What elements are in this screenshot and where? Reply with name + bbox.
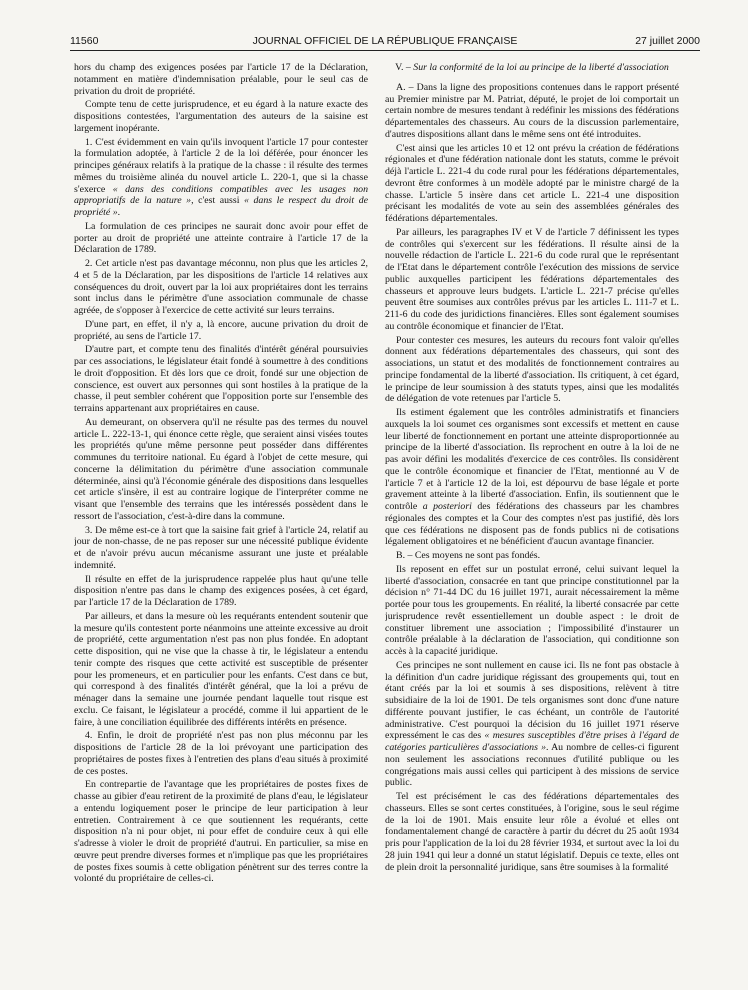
paragraph: La formulation de ces principes ne saurait donc avoir pour effet de porter au droit de propriété une atteinte contraire à l'article 17 de la Déclaration de 1789. [74, 220, 368, 256]
text-run: des fédérations des chasseurs par les chambres régionales des comptes et la Cour des comptes n'est pas justifié, dès lors que ces fédérations ne disposent pas de fonds publics ni de cotisations légalement obligatoires et ne bénéficient d'aucun avantage financier. [385, 501, 679, 548]
paragraph: 3. De même est-ce à tort que la saisine fait grief à l'article 24, relatif au jour de non-chasse, de ne pas reposer sur une nécessité publique évidente et de n'avoir prévu aucun mécanisme assurant une juste et préalable indemnité. [74, 524, 368, 571]
paragraph: hors du champ des exigences posées par l'article 17 de la Déclaration, notamment en matière d'indemnisation préalable, pour le seul cas de privation du droit de propriété. [74, 62, 368, 97]
paragraph: Il résulte en effet de la jurisprudence rappelée plus haut qu'une telle disposition n'entre pas dans le champ des exigences posées, à cet égard, par l'article 17 de la Déclaration de 1789. [74, 573, 368, 608]
text-run: Ils estiment également que les contrôles administratifs et financiers auxquels la loi soumet ces organismes sont excessifs et mettent en cause leur liberté de fonctionnement en portant une atteinte disproportionnée au principe de la liberté d'association. Ils reprochent en outre à la loi de ne pas avoir défini les modalités d'exercice de ces contrôles. Ils considèrent que le contrôle économique et financier de l'Etat, mentionné au V de l'article 7 et à l'article 12 de la loi, est dépourvu de base légale et porte gravement atteinte à la liberté d'association. Enfin, ils soutiennent que le contrôle [385, 407, 679, 512]
paragraph [385, 407, 679, 548]
section-number: V. – [395, 62, 414, 73]
text-run: Ces principes ne sont nullement en cause ici. Ils ne font pas obstacle à la définition d'un cadre juridique régissant des groupements qui, tout en étant créés par la loi et soumis à ses dispositions, relèvent à titre subsidiaire de la loi de 1901. De tels organismes sont donc d'une nature différente pouvant justifier, le cas échéant, un contrôle de l'autorité administrative. C'est pourquoi la décision du 16 juillet 1971 réserve expressément le cas des [385, 659, 679, 742]
section-title: Sur la conformité de la loi au principe de la liberté d'association [413, 62, 669, 73]
right-column [385, 62, 679, 980]
text-run: . Au nombre de celles-ci figurent non seulement les associations reconnues d'utilité publique ou les congrégations mais aussi celles qui participent à des missions de service public. [385, 742, 679, 789]
paragraph: D'une part, en effet, il n'y a, là encore, aucune privation du droit de propriété, au sens de l'article 17. [74, 318, 368, 342]
page-number: 11560 [70, 35, 99, 47]
page-header [70, 33, 700, 49]
text-run: , c'est aussi [191, 195, 245, 207]
paragraph: Pour contester ces mesures, les auteurs du recours font valoir qu'elles donnent aux fédérations départementales des chasseurs, qui sont des associations, un statut et des modalités de fonctionnement contraires au principe fondamental de la liberté d'association. Ils critiquent, à cet égard, le principe de leur soumission à des statuts types, ainsi que les modalités de délégation de vote retenues par l'article 5. [385, 334, 679, 405]
journal-title: JOURNAL OFFICIEL DE LA RÉPUBLIQUE FRANÇAISE [252, 35, 518, 47]
section-heading [385, 62, 679, 74]
italic-quote: « dans des conditions compatibles avec les usages non appropriatifs de la nature » [74, 183, 368, 207]
paragraph: 2. Cet article n'est pas davantage méconnu, non plus que les articles 2, 4 et 5 de la Déclaration, par les dispositions de l'article 14 relatives aux conséquences du droit, ouvert par la loi aux propriétaires dont les terrains sont inclus dans le périmètre d'une association communale de chasse agréée, de s'opposer à l'exercice de cette activité sur leurs terrains. [74, 258, 368, 316]
text-run: 1. C'est évidemment en vain qu'ils invoquent l'article 17 pour contester la formulation adoptée, à l'article 2 de la loi déférée, pour énoncer les principes généraux relatifs à la pratique de la chasse : il résulte des termes mêmes du troisième alinéa du nouvel article L. 220-1, que si la chasse s'exerce [74, 136, 368, 195]
paragraph: En contrepartie de l'avantage que les propriétaires de postes fixes de chasse au gibier d'eau retirent de la proximité de plans d'eau, le législateur a entendu logiquement poser le principe de leur participation à leur entretien. Contrairement à ce que soutiennent les requérants, cette disposition n'a ni pour objet, ni pour effet de conduire ceux à qui elle s'adresse à violer le droit de propriété d'autrui. En particulier, sa mise en œuvre peut prendre diverses formes et n'implique pas que les propriétaires de postes fixes soumis à cette obligation pénètrent sur des terres contre la volonté du propriétaire de celles-ci. [74, 779, 368, 885]
paragraph: C'est ainsi que les articles 10 et 12 ont prévu la création de fédérations régionales et d'une fédération nationale dont les statuts, comme le prévoit déjà l'article L. 221-4 du code rural pour les fédérations départementales, devront être conformes à un modèle adopté par le ministre chargé de la chasse. L'article 5 insère dans cet article L. 221-4 une disposition précisant les modalités de vote au sein des assemblées générales des fédérations départementales. [385, 142, 679, 224]
paragraph: D'autre part, et compte tenu des finalités d'intérêt général poursuivies par ces associations, le législateur était fondé à soumettre à des conditions le droit d'opposition. Et dès lors que ce droit, fondé sur une objection de conscience, est ouvert aux personnes qui sont hostiles à la pratique de la chasse, il peut sembler cohérent que l'opposition porte sur l'ensemble des terrains appartenant aux propriétaires en cause. [74, 344, 368, 414]
paragraph: Ils reposent en effet sur un postulat erroné, celui suivant lequel la liberté d'association, consacrée en tant que principe constitutionnel par la décision n° 71-44 DC du 16 juillet 1971, aurait nécessairement la même portée pour tous les groupements. En réalité, la liberté consacrée par cette jurisprudence revêt essentiellement un double aspect : le droit de constituer librement une association ; l'impossibilité d'instaurer un contrôle préalable à la déclaration de l'association, qui conditionne son accès à la capacité juridique. [385, 563, 679, 657]
italic-quote: « mesures susceptibles d'être prises à l'égard de catégories particulières d'associations » [385, 730, 679, 753]
paragraph: Tel est précisément le cas des fédérations départementales des chasseurs. Elles se sont certes constituées, à l'origine, sous le seul régime de la loi de 1901. Mais ensuite leur rôle a évolué et elles ont fondamentalement changé de caractère à partir du décret du 25 août 1934 pris pour l'application de la loi du 28 février 1934, et surtout avec la loi du 28 juin 1941 qui leur a donné un statut législatif. Depuis ce texte, elles ont de plein droit la personnalité juridique, sans être soumises à la formalité [385, 791, 679, 873]
paragraph: A. – Dans la ligne des propositions contenues dans le rapport présenté au Premier ministre par M. Patriat, député, le projet de loi comportait un certain nombre de mesures tendant à redéfinir les missions des fédérations départementales des chasseurs. Au cours de la discussion parlementaire, d'autres dispositions allant dans le même sens ont été introduites. [385, 81, 679, 140]
left-column [74, 62, 368, 980]
paragraph: Par ailleurs, les paragraphes IV et V de l'article 7 définissent les types de contrôles qui s'exercent sur les fédérations. Il résulte ainsi de la nouvelle rédaction de l'article L. 221-6 du code rural que le représentant de l'Etat dans le département contrôle l'exécution des missions de service public auxquelles participent les fédérations départementales des chasseurs et approuve leurs budgets. L'article L. 221-7 précise qu'elles peuvent être soumises aux contrôles prévus par les articles L. 111-7 et L. 211-6 du code des juridictions financières. Elles sont également soumises au contrôle économique et financier de l'Etat. [385, 226, 679, 332]
paragraph: B. – Ces moyens ne sont pas fondés. [396, 550, 541, 561]
text-run: . [117, 207, 121, 218]
paragraph: Compte tenu de cette jurisprudence, et eu égard à la nature exacte des dispositions contestées, l'argumentation des auteurs de la saisine est largement inopérante. [74, 99, 368, 134]
header-rule [70, 50, 700, 51]
paragraph: Au demeurant, on observera qu'il ne résulte pas des termes du nouvel article L. 222-13-1, qui énonce cette règle, que seraient ainsi visées toutes les propriétés qu'une même personne peut posséder dans différentes communes du territoire national. Eu égard à l'objet de cette mesure, qui concerne la délimitation du périmètre d'une association communale déterminée, ainsi qu'à l'économie générale des dispositions dans lesquelles cet article s'insère, il est au contraire logique de l'interpréter comme ne visant que l'ensemble des terrains que les intéressés possèdent dans le ressort de l'association, c'est-à-dire dans la commune. [74, 416, 368, 522]
paragraph [385, 660, 679, 789]
publication-date: 27 juillet 2000 [635, 35, 700, 47]
paragraph [74, 137, 368, 219]
italic-quote: « dans le respect du droit de propriété » [74, 195, 368, 218]
italic-quote: a posteriori [422, 501, 472, 512]
paragraph: 4. Enfin, le droit de propriété n'est pas non plus méconnu par les dispositions de l'article 28 de la loi prévoyant une participation des propriétaires de postes fixes à l'entretien des plans d'eau situés à proximité de ces postes. [74, 730, 368, 777]
paragraph: Par ailleurs, et dans la mesure où les requérants entendent soutenir que la mesure qu'ils contestent porte néanmoins une atteinte excessive au droit de propriété, cette argumentation n'est pas non plus fondée. En adoptant cette disposition, qui ne vise que la chasse à tir, le législateur a entendu tenir compte des risques que cette activité est susceptible de présenter pour les promeneurs, et en particulier pour les enfants. C'est dans ce but, qui correspond à des finalités d'intérêt général, que la loi a prévu de ménager dans la semaine une journée pendant laquelle tout risque est exclu. Ce faisant, le législateur a procédé, comme il lui appartient de le faire, à une conciliation équilibrée des différents intérêts en présence. [74, 610, 368, 728]
